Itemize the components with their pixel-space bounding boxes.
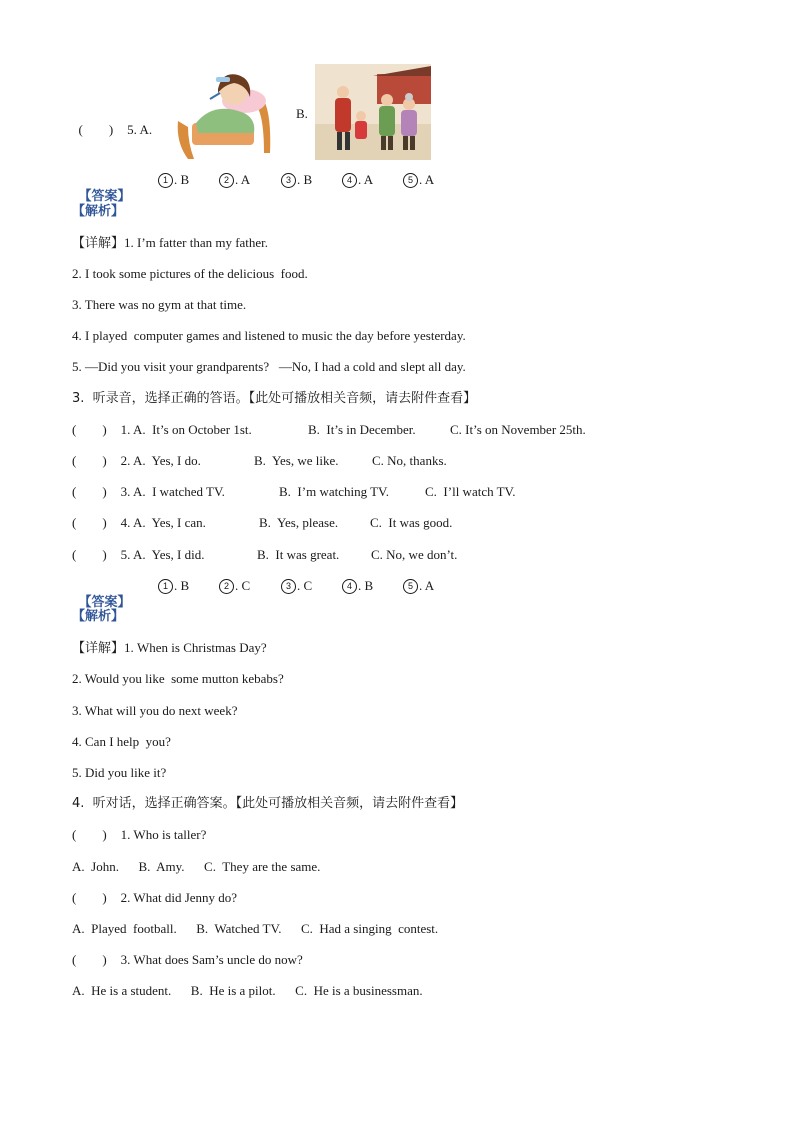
- q4-item-1-question: ( ) 1. Who is taller?: [72, 827, 207, 842]
- q2-detail-line-2: 2. I took some pictures of the delicious food.: [72, 266, 308, 281]
- q2-answer-item-2: 2 . A: [219, 172, 250, 188]
- q3-item-3: ( ) 3. A. I watched TV.: [72, 484, 225, 499]
- item-number: 5. A.: [127, 122, 153, 137]
- q3-detail-line-5: 5. Did you like it?: [72, 765, 167, 780]
- option-b-label: B.: [296, 106, 308, 121]
- q4-item-2-options: A. Played football. B. Watched TV. C. Had a singing contest.: [72, 921, 439, 936]
- q2-detail-line-3: 3. There was no gym at that time.: [72, 297, 247, 312]
- q2-answer-item-1: 1 . B: [158, 172, 189, 188]
- q3-item-2-c: C. No, thanks.: [372, 453, 447, 468]
- q4-item-3-options: A. He is a student. B. He is a pilot. C. He is a businessman.: [72, 983, 423, 998]
- q3-item-4-c: C. It was good.: [370, 515, 453, 530]
- q3-answer-item-4: 4 . B: [342, 578, 373, 594]
- q3-item-3-c: C. I’ll watch TV.: [425, 484, 516, 499]
- q3-item-1-b: B. It’s in December.: [308, 422, 416, 437]
- q4-item-2-question: ( ) 2. What did Jenny do?: [72, 890, 238, 905]
- analysis-tag: 【解析】: [72, 204, 125, 219]
- q2-detail-line-5: 5. —Did you visit your grandparents? —No, I had a cold and slept all day.: [72, 359, 466, 374]
- q3-answer-item-3: 3 . C: [281, 578, 312, 594]
- q3-item-5: ( ) 5. A. Yes, I did.: [72, 547, 205, 562]
- answer-paren: ( ): [78, 122, 114, 137]
- q3-answer-item-5: 5 . A: [403, 578, 434, 594]
- q3-detail-line-1: 【详解】1. When is Christmas Day?: [72, 640, 267, 656]
- q4-item-1-options: A. John. B. Amy. C. They are the same.: [72, 859, 321, 874]
- q3-item-4-b: B. Yes, please.: [259, 515, 339, 530]
- q3-answer-item-1: 1 . B: [158, 578, 189, 594]
- q3-detail-line-3: 3. What will you do next week?: [72, 703, 238, 718]
- q2-detail-line-4: 4. I played computer games and listened to music the day before yesterday.: [72, 328, 466, 343]
- q3-title: 3. 听录音，选择正确的答语。【此处可播放相关音频，请去附件查看】: [72, 391, 477, 406]
- q3-item-3-b: B. I’m watching TV.: [279, 484, 390, 499]
- answer-tag: 【答案】: [78, 595, 131, 610]
- sick-girl-in-bed-image: [174, 63, 274, 163]
- q3-item-4: ( ) 4. A. Yes, I can.: [72, 515, 206, 530]
- q3-detail-line-4: 4. Can I help you?: [72, 734, 171, 749]
- q2-item5-row: [72, 106, 152, 138]
- q3-answer-item-2: 2 . C: [219, 578, 250, 594]
- q2-answer-item-4: 4 . A: [342, 172, 373, 188]
- q4-item-3-question: ( ) 3. What does Sam’s uncle do now?: [72, 952, 303, 967]
- q3-item-2: ( ) 2. A. Yes, I do.: [72, 453, 201, 468]
- q3-item-2-b: B. Yes, we like.: [254, 453, 339, 468]
- q3-item-5-c: C. No, we don’t.: [371, 547, 458, 562]
- family-new-year-image: [315, 64, 431, 160]
- q3-item-5-b: B. It was great.: [257, 547, 340, 562]
- q3-answer-row: [72, 578, 131, 611]
- q2-answer-item-5: 5 . A: [403, 172, 434, 188]
- q3-detail-line-2: 2. Would you like some mutton kebabs?: [72, 671, 284, 686]
- q2-detail-line-1: 【详解】1. I’m fatter than my father.: [72, 235, 269, 251]
- analysis-tag: 【解析】: [72, 609, 125, 624]
- q3-item-1: ( ) 1. A. It’s on October 1st.: [72, 422, 252, 437]
- q2-answer-item-3: 3 . B: [281, 172, 312, 188]
- q4-title: 4. 听对话，选择正确答案。【此处可播放相关音频，请去附件查看】: [72, 796, 464, 811]
- answer-tag: 【答案】: [78, 189, 131, 204]
- q3-item-1-c: C. It’s on November 25th.: [450, 422, 586, 437]
- q2-answer-row: [72, 172, 131, 205]
